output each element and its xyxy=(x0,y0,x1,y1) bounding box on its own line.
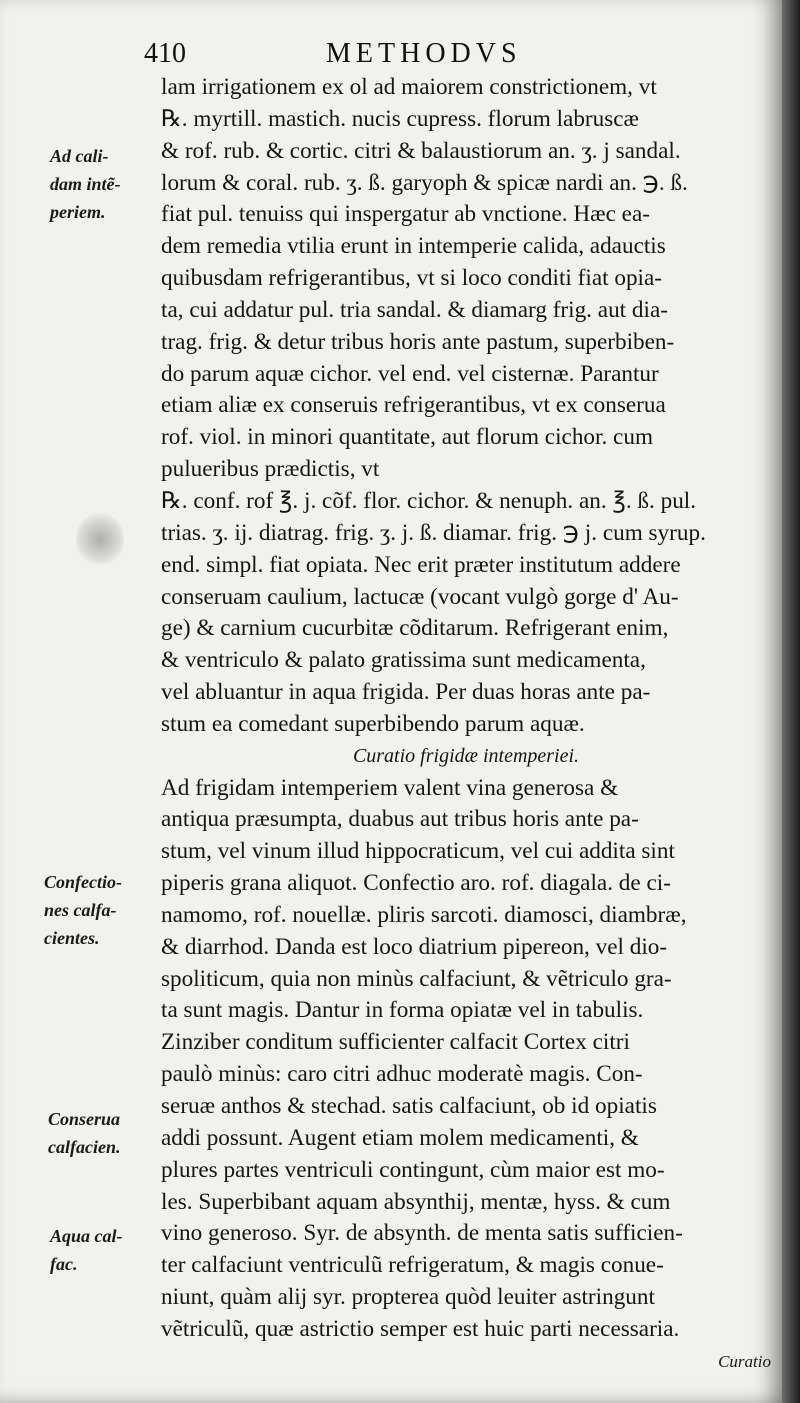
text-line: namomo, rof. nouellæ. pliris sarcoti. diamosci, diambræ, xyxy=(161,901,687,928)
text-line: piperis grana aliquot. Confectio aro. rof. diagala. de ci- xyxy=(161,870,671,897)
text-line: & ventriculo & palato gratissima sunt medicamenta, xyxy=(161,647,646,674)
margin-note-line: cientes. xyxy=(44,928,100,948)
text-line: antiqua præsumpta, duabus aut tribus horis ante pa- xyxy=(161,806,639,833)
text-line: trias. ʒ. ij. diatrag. frig. ʒ. j. ß. diamar. frig. ℈ j. cum syrup. xyxy=(161,519,706,546)
running-title: METHODVS xyxy=(326,38,522,69)
text-line: ge) & carnium cucurbitæ cõditarum. Refrigerant enim, xyxy=(161,615,669,642)
margin-note-ad-calidam xyxy=(50,142,170,226)
text-line: ℞. myrtill. mastich. nucis cupress. florum labruscæ xyxy=(161,105,640,132)
text-line: & diarrhod. Danda est loco diatrium pipereon, vel dio- xyxy=(161,933,668,960)
margin-note-line: calfacien. xyxy=(48,1137,121,1157)
text-line: ℞. conf. rof ℥. j. cõf. flor. cichor. & nenuph. an. ℥. ß. pul. xyxy=(161,487,697,514)
page-number: 410 xyxy=(144,38,186,69)
catchword: Curatio xyxy=(718,1351,771,1371)
margin-note-line: Conserua xyxy=(48,1109,121,1129)
text-line: niunt, quàm alij syr. propterea quòd leuiter astringunt xyxy=(161,1284,655,1311)
text-line: plures partes ventriculi contingunt, cùm maior est mo- xyxy=(161,1156,665,1183)
text-line: fiat pul. tenuiss qui inspergatur ab vnctione. Hæc ea- xyxy=(161,201,650,228)
text-line: pulueribus prædictis, vt xyxy=(161,456,380,483)
text-line: spoliticum, quia non minùs calfaciunt, & vẽtriculo gra- xyxy=(161,965,672,992)
margin-note-line: Confectio- xyxy=(44,872,122,892)
text-line: ter calfaciunt ventriculũ refrigeratum, & magis conue- xyxy=(161,1252,664,1279)
margin-note-conserua xyxy=(48,1105,168,1161)
margin-note-line: Ad cali- xyxy=(50,146,109,166)
text-line: & rof. rub. & cortic. citri & balaustiorum an. ʒ. j sandal. xyxy=(161,137,681,164)
text-line: rof. viol. in minori quantitate, aut florum cichor. cum xyxy=(161,424,653,451)
text-line: conseruam caulium, lactucæ (vocant vulgò gorge d' Au- xyxy=(161,583,679,610)
margin-note-line: dam intẽ- xyxy=(50,174,121,194)
ink-stain xyxy=(76,512,124,566)
text-line: lorum & coral. rub. ʒ. ß. garyoph & spicæ nardi an. ℈. ß. xyxy=(161,169,688,196)
margin-note-line: fac. xyxy=(50,1254,78,1274)
section-heading: Curatio frigidæ intemperiei. xyxy=(352,744,580,767)
page-gutter-shadow xyxy=(782,0,800,1403)
text-line: quibusdam refrigerantibus, vt si loco conditi fiat opia- xyxy=(161,265,662,292)
text-line: etiam aliæ ex conseruis refrigerantibus, vt ex conserua xyxy=(161,392,666,419)
text-line: stum, vel vinum illud hippocraticum, vel cui addita sint xyxy=(161,838,675,865)
margin-note-line: periem. xyxy=(50,202,106,222)
text-line: paulò minùs: caro citri adhuc moderatè magis. Con- xyxy=(161,1061,643,1088)
text-line: end. simpl. fiat opiata. Nec erit præter institutum addere xyxy=(161,551,681,578)
text-line: vino generoso. Syr. de absynth. de menta satis sufficien- xyxy=(161,1220,683,1247)
margin-note-aqua xyxy=(50,1222,170,1278)
margin-note-line: Aqua cal- xyxy=(50,1226,123,1246)
text-line: lam irrigationem ex ol ad maiorem constrictionem, vt xyxy=(161,74,657,100)
text-line: ta, cui addatur pul. tria sandal. & diamarg frig. aut dia- xyxy=(161,296,668,323)
text-line: Ad frigidam intemperiem valent vina generosa & xyxy=(161,774,619,801)
body-text xyxy=(161,72,771,1378)
text-line: addi possunt. Augent etiam molem medicamenti, & xyxy=(161,1124,639,1151)
text-line: les. Superbibant aquam absynthij, mentæ, hyss. & cum xyxy=(161,1188,671,1215)
text-line: trag. frig. & detur tribus horis ante pastum, superbiben- xyxy=(161,328,675,355)
text-line: dem remedia vtilia erunt in intemperie calida, adauctis xyxy=(161,233,666,260)
text-line: vel abluantur in aqua frigida. Per duas horas ante pa- xyxy=(161,679,651,706)
text-line: stum ea comedant superbibendo parum aquæ. xyxy=(161,710,585,737)
text-line: Zinziber conditum sufficienter calfacit Cortex citri xyxy=(161,1029,630,1056)
text-line: vẽtriculũ, quæ astrictio semper est huic parti necessaria. xyxy=(161,1315,680,1342)
text-line: do parum aquæ cichor. vel end. vel cisternæ. Parantur xyxy=(161,360,659,387)
text-line: seruæ anthos & stechad. satis calfaciunt, ob id opiatis xyxy=(161,1093,657,1119)
margin-note-confectiones xyxy=(44,868,164,952)
text-line: ta sunt magis. Dantur in forma opiatæ vel in tabulis. xyxy=(161,997,644,1024)
margin-note-line: nes calfa- xyxy=(44,900,117,920)
